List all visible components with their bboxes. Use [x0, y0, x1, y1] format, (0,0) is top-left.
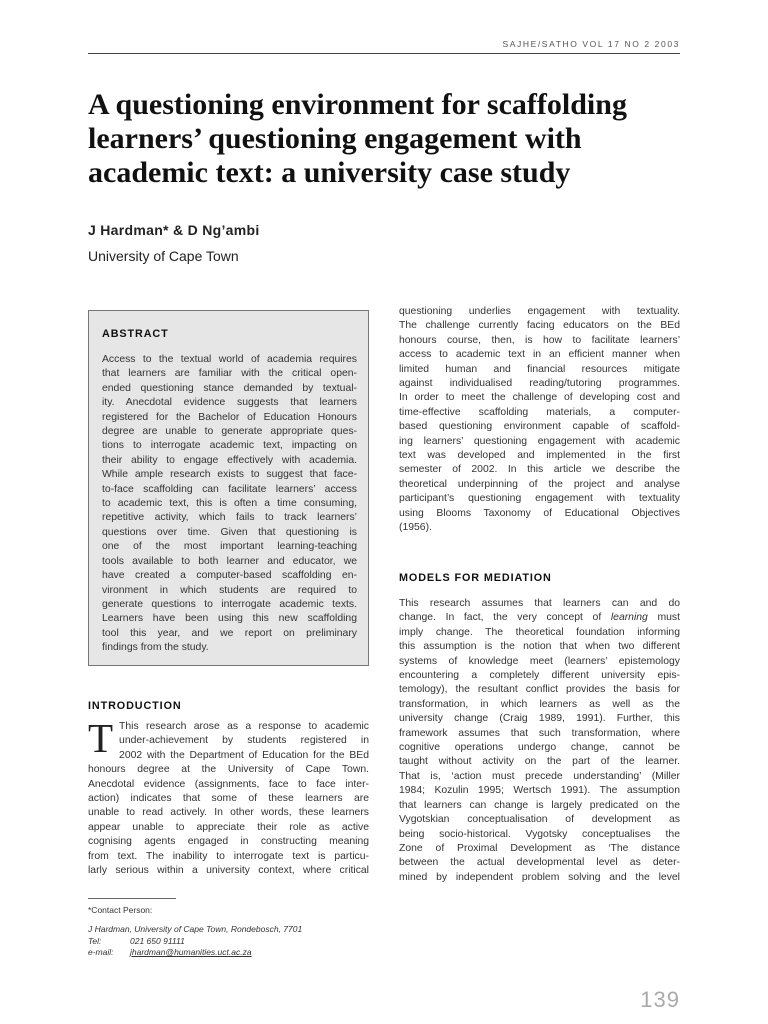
text-line: honours course, then, is how to facilitate learners’ — [399, 334, 680, 346]
page-number: 139 — [640, 987, 680, 1012]
authors: J Hardman* & D Ng’ambi — [88, 222, 260, 238]
text-line: university change (Craig 1989, 1991). Further, this — [399, 713, 680, 725]
text-line: ing learners’ questioning engagement with academic — [399, 435, 680, 447]
text-line: systems of knowledge meet (learners’ epistemology — [399, 655, 680, 667]
text-line: cognising agents engaged in constructing meaning — [88, 836, 369, 848]
text-line: taught without activity on the part of the learner. — [399, 756, 680, 768]
text-line: ended questioning stance demanded by textual- — [102, 382, 357, 394]
abstract-box — [88, 310, 369, 666]
text-line: under-achievement by students registered in — [119, 735, 369, 747]
footnote-label: *Contact Person: — [88, 905, 153, 915]
title-line: academic text: a university case study — [88, 156, 571, 189]
text-line: one of the most important learning-teaching — [102, 541, 357, 553]
text-line: generate questions to interrogate academic texts. — [102, 598, 357, 610]
text-line: using Blooms Taxonomy of Educational Objectives — [399, 507, 680, 519]
text-line: theoretical underpinning of the project and analyse — [399, 478, 680, 490]
emphasis-learning: learning — [610, 612, 648, 624]
models-body — [399, 597, 680, 885]
abstract-heading: ABSTRACT — [102, 328, 169, 340]
text-line: to academic text, this is often a time consuming, — [102, 498, 357, 510]
contact-tel: Tel: 021 650 91111 — [88, 935, 185, 946]
right-column-text — [399, 305, 680, 536]
text-line: their ability to engage effectively with academia. — [102, 454, 357, 466]
text-line: appear unable to appreciate their role as active — [88, 821, 369, 833]
text-line: vironment in which students are required to — [102, 584, 357, 596]
text-line: Zone of Proximal Development as ‘The distance — [399, 842, 680, 854]
text-line: framework assumes that such transformation, where — [399, 727, 680, 739]
text-line: Vygotskian conceptualisation of development as — [399, 814, 680, 826]
text-line: based questioning environment capable of scaffold- — [399, 421, 680, 433]
title-line: learners’ questioning engagement with — [88, 122, 582, 155]
text-line: that learners are familiar with the critical open- — [102, 368, 357, 380]
text-line: tool this year, and we report on preliminary — [102, 627, 357, 639]
text-line: This research arose as a response to academic — [119, 721, 369, 732]
text-line: to-face scaffolding can facilitate learners’ access — [102, 483, 357, 495]
running-head: SAJHE/SATHO VOL 17 NO 2 2003 — [502, 39, 680, 49]
text-line: 2002 with the Department of Education for the BEd — [119, 749, 369, 761]
text-line: time-effective scaffolding materials, a computer- — [399, 406, 680, 418]
models-heading: MODELS FOR MEDIATION — [399, 572, 552, 584]
text-line: findings from the study. — [102, 642, 209, 654]
text-line: transformation, in which learners as well as the — [399, 698, 680, 710]
text-line: degree are unable to generate appropriate ques- — [102, 426, 357, 438]
text-line: Access to the textual world of academia requires — [102, 354, 357, 365]
text-line: Learners have been using this new scaffolding — [102, 613, 357, 625]
text-line: action) indicates that some of these learners are — [88, 793, 369, 805]
text-line: questioning underlies engagement with textuality. — [399, 306, 680, 317]
text-line: from text. The inability to interrogate text is particu- — [88, 850, 369, 862]
introduction-body — [88, 715, 369, 878]
text-line: access to academic text in an efficient manner when — [399, 349, 680, 361]
text-line: semester of 2002. In this article we describe the — [399, 464, 680, 476]
text-line: That is, ‘action must precede understanding’ (Miller — [399, 770, 680, 782]
text-line: encountering a completely different university epis- — [399, 670, 680, 682]
text-line: larly serious within a university context, where critical — [88, 865, 369, 877]
text-line: change. In fact, the very concept of learning must — [399, 612, 680, 624]
text-line: The challenge currently facing educators on the BEd — [399, 320, 680, 332]
text-line: between the actual developmental level as deter- — [399, 857, 680, 869]
footnote-rule — [88, 898, 176, 899]
contact-email: e-mail: jhardman@humanities.uct.ac.za — [88, 947, 252, 957]
header-rule — [88, 53, 680, 54]
text-line: cognitive operations undergo change, cannot be — [399, 742, 680, 754]
text-line: registered for the Bachelor of Education Honours — [102, 411, 357, 423]
affiliation: University of Cape Town — [88, 248, 239, 264]
text-line: being socio-historical. Vygotsky conceptualises the — [399, 828, 680, 840]
text-line: temology), the resultant conflict provides the basis for — [399, 684, 680, 696]
text-line: unable to read actively. In other words, these learners — [88, 807, 369, 819]
text-line: While ample research exists to suggest that face- — [102, 469, 357, 481]
abstract-body — [102, 353, 357, 656]
text-line: tions to interrogate academic text, impacting on — [102, 440, 357, 452]
text-line: have created a computer-based scaffolding en- — [102, 570, 357, 582]
text-line: this assumption is the notion that when two different — [399, 641, 680, 653]
article-title — [88, 88, 688, 190]
drop-cap: T — [88, 715, 114, 761]
text-line: Anecdotal evidence (assignments, face to face inter- — [88, 778, 369, 790]
text-line: limited human and financial resources mitigate — [399, 363, 680, 375]
text-line: (1956). — [399, 522, 432, 534]
text-line: In order to meet the challenge of developing cost and — [399, 392, 680, 404]
text-line: repetitive activity, which fails to track learners’ — [102, 512, 357, 524]
text-line: imply change. The theoretical foundation informing — [399, 626, 680, 638]
contact-footnote — [88, 924, 302, 959]
text-line: 1984; Kozulin 1995; Wertsch 1991). The assumption — [399, 785, 680, 797]
text-line: text was developed and implemented in the first — [399, 450, 680, 462]
introduction-heading: INTRODUCTION — [88, 700, 182, 712]
text-line: ity. Anecdotal evidence suggests that learners — [102, 397, 357, 409]
text-line: questions over time. Given that questioning is — [102, 526, 357, 538]
contact-address: J Hardman, University of Cape Town, Rondebosch, 7701 — [88, 924, 303, 934]
text-line: This research assumes that learners can and do — [399, 598, 680, 609]
text-line: against individualised reading/tutoring programmes. — [399, 378, 680, 390]
text-line: tools available to both learner and educator, we — [102, 555, 357, 567]
email-link[interactable]: jhardman@humanities.uct.ac.za — [130, 947, 252, 957]
text-line: participant’s questioning engagement with textuality — [399, 493, 680, 505]
text-line: mined by independent problem solving and the level — [399, 871, 680, 883]
text-line: that learners can change is largely predicated on the — [399, 799, 680, 811]
text-line: honours degree at the University of Cape Town. — [88, 764, 369, 776]
title-line: A questioning environment for scaffolding — [88, 88, 627, 121]
